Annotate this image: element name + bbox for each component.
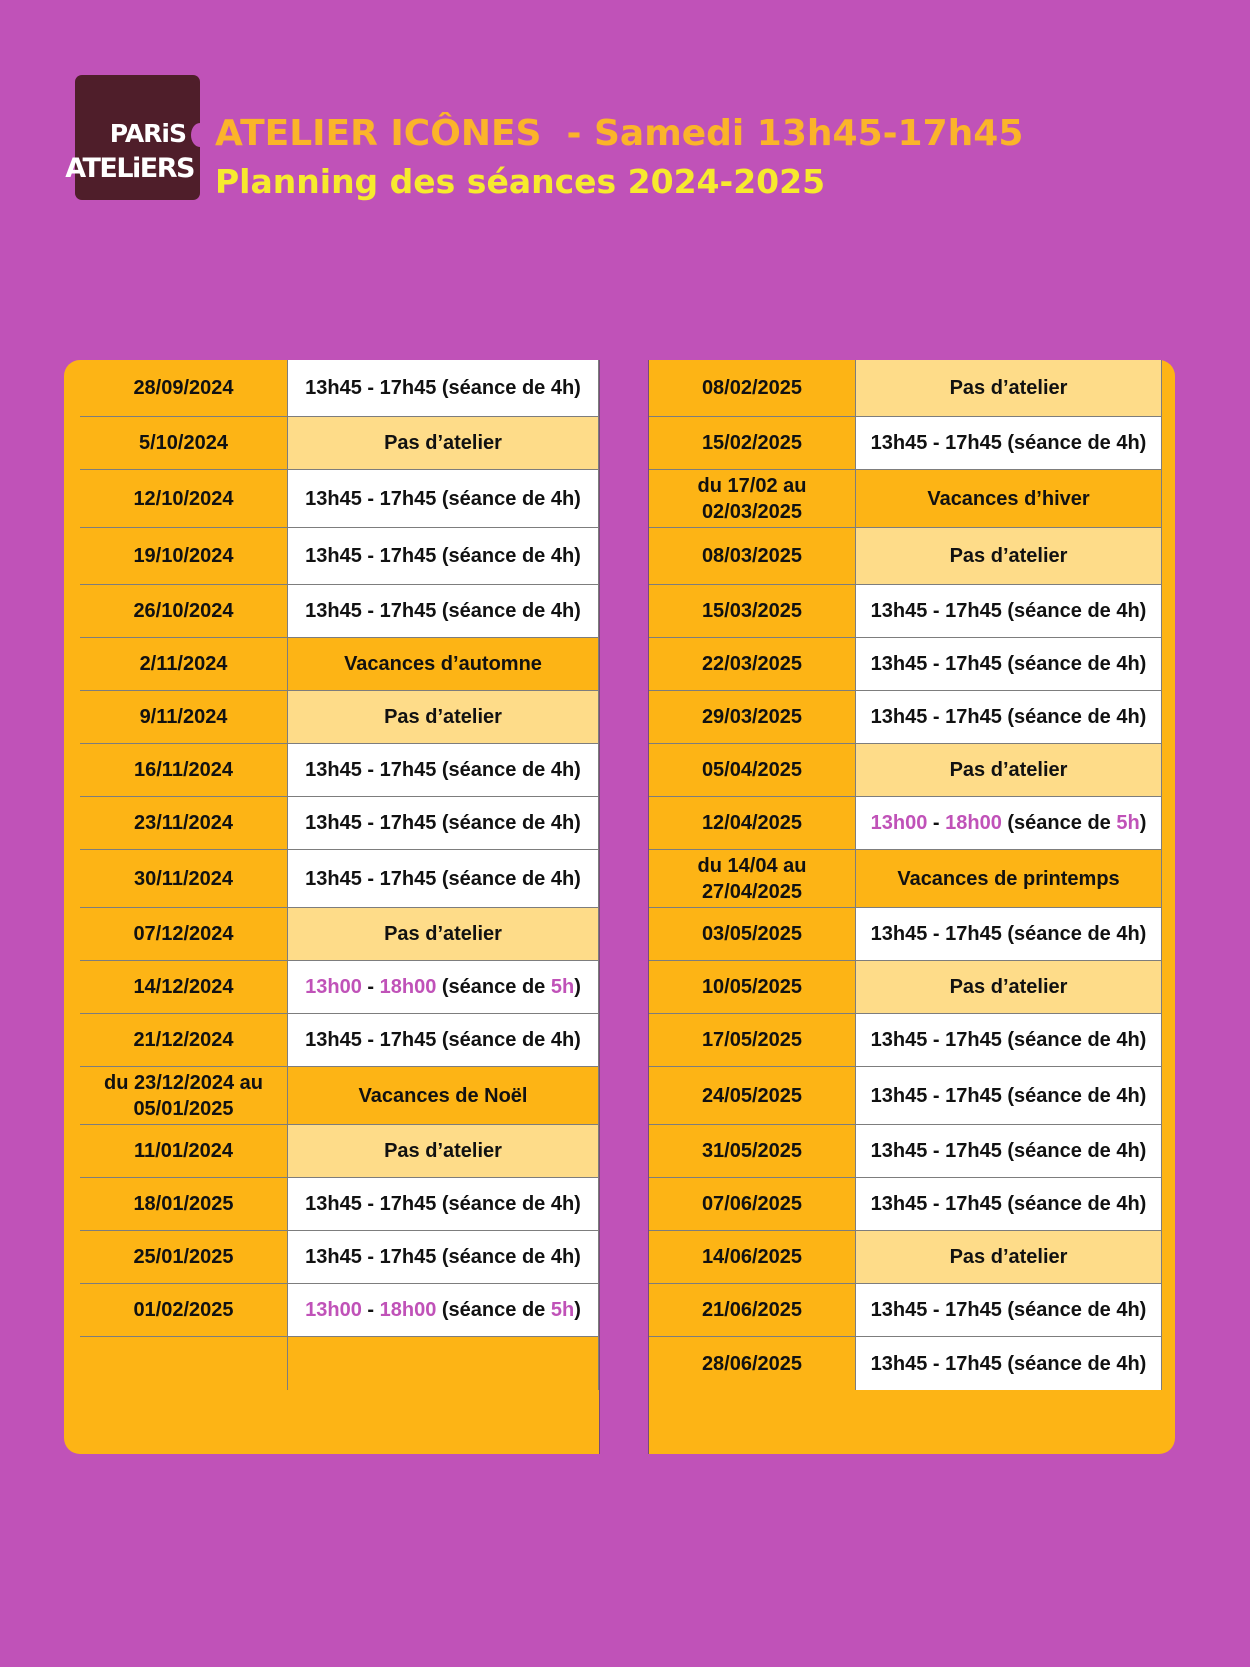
duration-suffix: ) <box>1139 812 1147 834</box>
end-time: 18h00 <box>379 976 437 998</box>
duration-prefix: (séance de <box>1001 812 1117 834</box>
status-cell: Vacances de Noël <box>288 1067 599 1124</box>
table-row <box>649 1178 1162 1231</box>
status-cell: 13h45 - 17h45 (séance de 4h) <box>288 1231 599 1283</box>
date-cell: 2/11/2024 <box>80 638 288 690</box>
table-row <box>80 1231 599 1284</box>
start-time: 13h00 <box>870 812 928 834</box>
status-cell: 13h45 - 17h45 (séance de 4h) <box>288 1178 599 1230</box>
status-cell: 13h45 - 17h45 (séance de 4h) <box>856 585 1162 637</box>
time-separator: - <box>361 976 380 998</box>
status-cell: Pas d’atelier <box>288 417 599 469</box>
table-row <box>649 1337 1162 1390</box>
date-cell: 9/11/2024 <box>80 691 288 743</box>
status-cell: Pas d’atelier <box>856 961 1162 1013</box>
table-row <box>649 1014 1162 1067</box>
status-cell: 13h45 - 17h45 (séance de 4h) <box>856 1337 1162 1390</box>
table-row <box>80 1337 599 1390</box>
status-cell: Vacances d’hiver <box>856 470 1162 527</box>
date-cell: 07/06/2025 <box>649 1178 856 1230</box>
date-cell: du 14/04 au 27/04/2025 <box>649 850 856 907</box>
date-cell: 5/10/2024 <box>80 417 288 469</box>
status-cell: Pas d’atelier <box>288 908 599 960</box>
duration-prefix: (séance de <box>436 976 551 998</box>
date-cell: du 17/02 au 02/03/2025 <box>649 470 856 527</box>
table-row <box>649 744 1162 797</box>
date-cell <box>80 1337 288 1390</box>
status-cell: 13h45 - 17h45 (séance de 4h) <box>856 1178 1162 1230</box>
table-row <box>649 1125 1162 1178</box>
table-row <box>80 850 599 908</box>
table-row <box>649 1284 1162 1337</box>
logo-line-2: ATELiERS <box>65 153 194 184</box>
table-row <box>649 417 1162 470</box>
table-row <box>649 360 1162 417</box>
duration-suffix: ) <box>574 1299 581 1321</box>
status-cell <box>288 1284 599 1336</box>
status-cell: 13h45 - 17h45 (séance de 4h) <box>856 638 1162 690</box>
date-cell: 11/01/2024 <box>80 1125 288 1177</box>
date-cell: 19/10/2024 <box>80 528 288 584</box>
table-row <box>649 528 1162 585</box>
date-cell: 15/02/2025 <box>649 417 856 469</box>
table-row <box>649 908 1162 961</box>
date-cell: 03/05/2025 <box>649 908 856 960</box>
date-cell: 12/04/2025 <box>649 797 856 849</box>
date-cell: 22/03/2025 <box>649 638 856 690</box>
table-row <box>649 961 1162 1014</box>
date-cell: 18/01/2025 <box>80 1178 288 1230</box>
status-cell: 13h45 - 17h45 (séance de 4h) <box>288 1014 599 1066</box>
status-cell: Pas d’atelier <box>288 691 599 743</box>
duration-value: 5h <box>550 1299 575 1321</box>
table-row <box>80 1284 599 1337</box>
end-time: 18h00 <box>379 1299 437 1321</box>
status-cell: 13h45 - 17h45 (séance de 4h) <box>856 1067 1162 1124</box>
date-cell: du 23/12/2024 au 05/01/2025 <box>80 1067 288 1124</box>
duration-value: 5h <box>1116 812 1140 834</box>
status-cell: Pas d’atelier <box>856 1231 1162 1283</box>
table-row <box>80 528 599 585</box>
status-cell: 13h45 - 17h45 (séance de 4h) <box>856 1284 1162 1336</box>
date-cell: 24/05/2025 <box>649 1067 856 1124</box>
date-cell: 07/12/2024 <box>80 908 288 960</box>
time-separator: - <box>927 812 946 834</box>
table-row <box>80 1067 599 1125</box>
date-cell: 23/11/2024 <box>80 797 288 849</box>
date-cell: 14/06/2025 <box>649 1231 856 1283</box>
status-cell: 13h45 - 17h45 (séance de 4h) <box>288 744 599 796</box>
date-cell: 29/03/2025 <box>649 691 856 743</box>
status-cell: Pas d’atelier <box>856 360 1162 416</box>
date-cell: 21/06/2025 <box>649 1284 856 1336</box>
page-title: ATELIER ICÔNES - Samedi 13h45-17h45 <box>215 113 1024 154</box>
logo-line-1: PARiS <box>109 119 186 148</box>
date-cell: 21/12/2024 <box>80 1014 288 1066</box>
status-cell: 13h45 - 17h45 (séance de 4h) <box>288 470 599 527</box>
status-cell: 13h45 - 17h45 (séance de 4h) <box>288 797 599 849</box>
table-row <box>649 850 1162 908</box>
table-row <box>80 797 599 850</box>
table-row <box>649 1067 1162 1125</box>
date-cell: 28/09/2024 <box>80 360 288 416</box>
status-cell: Vacances d’automne <box>288 638 599 690</box>
date-cell: 26/10/2024 <box>80 585 288 637</box>
date-cell: 05/04/2025 <box>649 744 856 796</box>
page-subtitle: Planning des séances 2024-2025 <box>215 162 826 201</box>
duration-prefix: (séance de <box>436 1299 551 1321</box>
status-cell: Pas d’atelier <box>288 1125 599 1177</box>
table-row <box>649 691 1162 744</box>
table-row <box>80 908 599 961</box>
status-cell: 13h45 - 17h45 (séance de 4h) <box>288 528 599 584</box>
status-cell: 13h45 - 17h45 (séance de 4h) <box>856 1125 1162 1177</box>
status-cell: Pas d’atelier <box>856 528 1162 584</box>
status-cell <box>288 961 599 1013</box>
status-cell: 13h45 - 17h45 (séance de 4h) <box>856 417 1162 469</box>
date-cell: 14/12/2024 <box>80 961 288 1013</box>
table-row <box>80 417 599 470</box>
date-cell: 31/05/2025 <box>649 1125 856 1177</box>
paris-ateliers-logo <box>65 75 200 200</box>
table-row <box>80 638 599 691</box>
status-cell <box>856 797 1162 849</box>
date-cell: 28/06/2025 <box>649 1337 856 1390</box>
table-row <box>649 585 1162 638</box>
date-cell: 30/11/2024 <box>80 850 288 907</box>
table-row <box>80 691 599 744</box>
table-row <box>80 1014 599 1067</box>
date-cell: 16/11/2024 <box>80 744 288 796</box>
status-cell: 13h45 - 17h45 (séance de 4h) <box>856 1014 1162 1066</box>
status-cell: 13h45 - 17h45 (séance de 4h) <box>288 360 599 416</box>
table-row <box>80 1178 599 1231</box>
duration-value: 5h <box>550 976 575 998</box>
status-cell: Pas d’atelier <box>856 744 1162 796</box>
date-cell: 25/01/2025 <box>80 1231 288 1283</box>
status-cell <box>288 1337 599 1390</box>
status-cell: 13h45 - 17h45 (séance de 4h) <box>856 691 1162 743</box>
table-row <box>80 585 599 638</box>
table-row <box>649 797 1162 850</box>
date-cell: 10/05/2025 <box>649 961 856 1013</box>
start-time: 13h00 <box>305 1299 362 1321</box>
date-cell: 08/02/2025 <box>649 360 856 416</box>
table-row <box>80 744 599 797</box>
table-row <box>80 360 599 417</box>
table-row <box>80 961 599 1014</box>
table-row <box>80 470 599 528</box>
table-row <box>649 638 1162 691</box>
date-cell: 15/03/2025 <box>649 585 856 637</box>
table-row <box>80 1125 599 1178</box>
date-cell: 01/02/2025 <box>80 1284 288 1336</box>
date-cell: 17/05/2025 <box>649 1014 856 1066</box>
status-cell: 13h45 - 17h45 (séance de 4h) <box>288 585 599 637</box>
logo-notch <box>191 123 209 147</box>
status-cell: Vacances de printemps <box>856 850 1162 907</box>
table-row <box>649 1231 1162 1284</box>
status-cell: 13h45 - 17h45 (séance de 4h) <box>288 850 599 907</box>
duration-suffix: ) <box>574 976 581 998</box>
table-row <box>649 470 1162 528</box>
end-time: 18h00 <box>945 812 1002 834</box>
column-divider <box>599 360 649 1454</box>
date-cell: 12/10/2024 <box>80 470 288 527</box>
status-cell: 13h45 - 17h45 (séance de 4h) <box>856 908 1162 960</box>
start-time: 13h00 <box>305 976 362 998</box>
date-cell: 08/03/2025 <box>649 528 856 584</box>
time-separator: - <box>361 1299 380 1321</box>
